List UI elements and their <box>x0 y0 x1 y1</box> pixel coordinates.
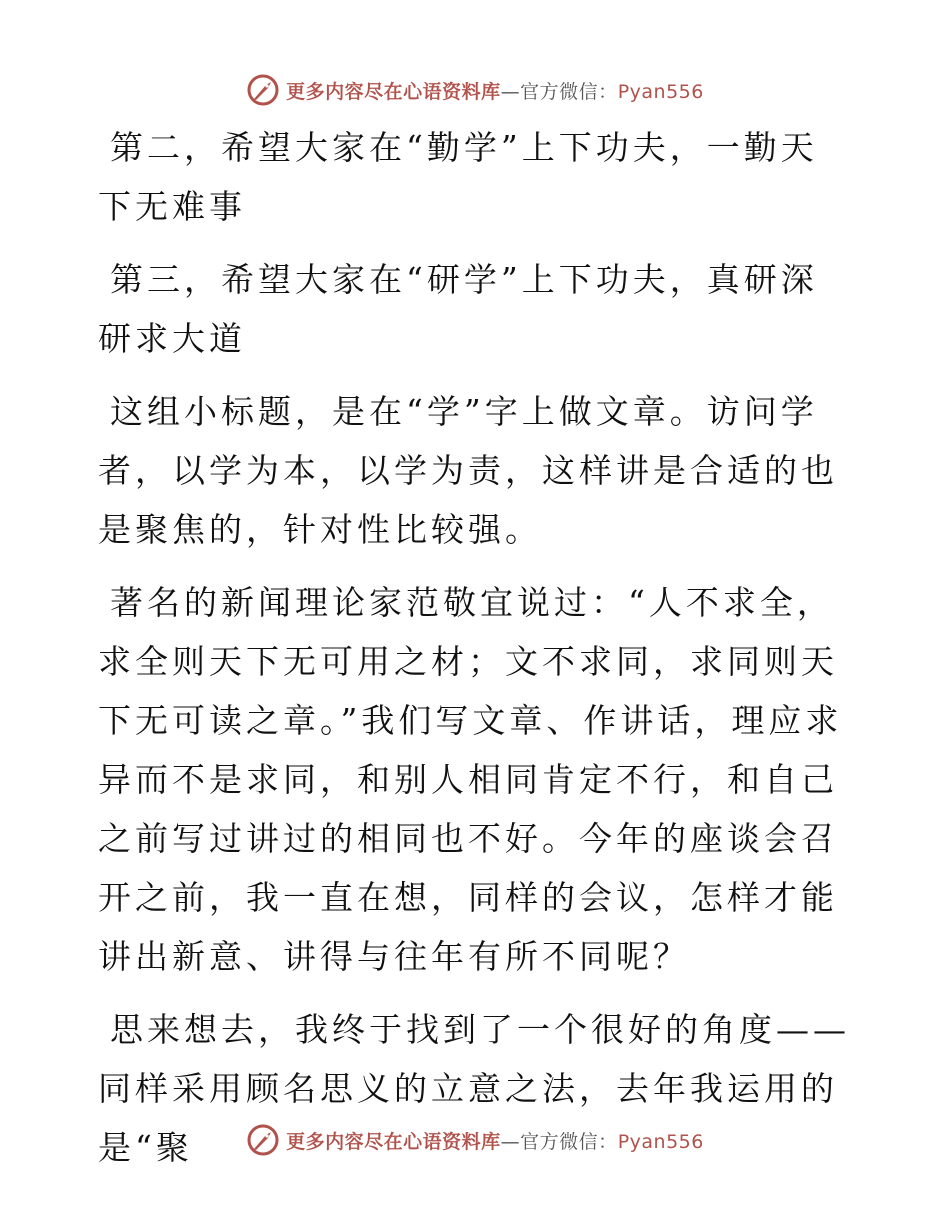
pen-nib-logo-icon <box>246 73 280 107</box>
header-banner <box>0 70 950 110</box>
header-wechat-id: Pyan556 <box>617 80 704 103</box>
footer-label: 官方微信： <box>520 1130 618 1153</box>
header-label: 官方微信： <box>520 80 618 103</box>
header-slogan: 更多内容尽在心语资料库 <box>286 80 501 103</box>
footer-dash: — <box>500 1130 521 1153</box>
footer-text <box>286 1127 704 1154</box>
footer-wechat-id: Pyan556 <box>617 1130 704 1153</box>
paragraph-3: 这组小标题，是在“学”字上做文章。访问学者，以学为本，以学为责，这样讲是合适的也是聚焦的，针对性比较强。 <box>98 392 838 549</box>
paragraph-1: 第二，希望大家在“勤学”上下功夫，一勤天下无难事 <box>98 128 818 226</box>
paragraph-4: 著名的新闻理论家范敬宜说过：“人不求全，求全则天下无可用之材；文不求同，求同则天下无可读之章。”我们写文章、作讲话，理应求异而不是求同，和别人相同肯定不行，和自己之前写过讲过的相同也不好。今年的座谈会召开之前，我一直在想，同样的会议，怎样才能讲出新意、讲得与往年有所不同呢？ <box>98 583 843 976</box>
pen-nib-logo-icon <box>246 1123 280 1157</box>
paragraph-5: 思来想去，我终于找到了一个很好的角度——同样采用顾名思义的立意之法，去年我运用的是“聚 <box>98 1010 850 1167</box>
footer-banner <box>0 1120 950 1160</box>
document-body <box>98 118 853 1191</box>
paragraph-2: 第三，希望大家在“研学”上下功夫，真研深研求大道 <box>98 260 818 358</box>
header-dash: — <box>500 80 521 103</box>
footer-slogan: 更多内容尽在心语资料库 <box>286 1130 501 1153</box>
header-text <box>286 77 704 104</box>
